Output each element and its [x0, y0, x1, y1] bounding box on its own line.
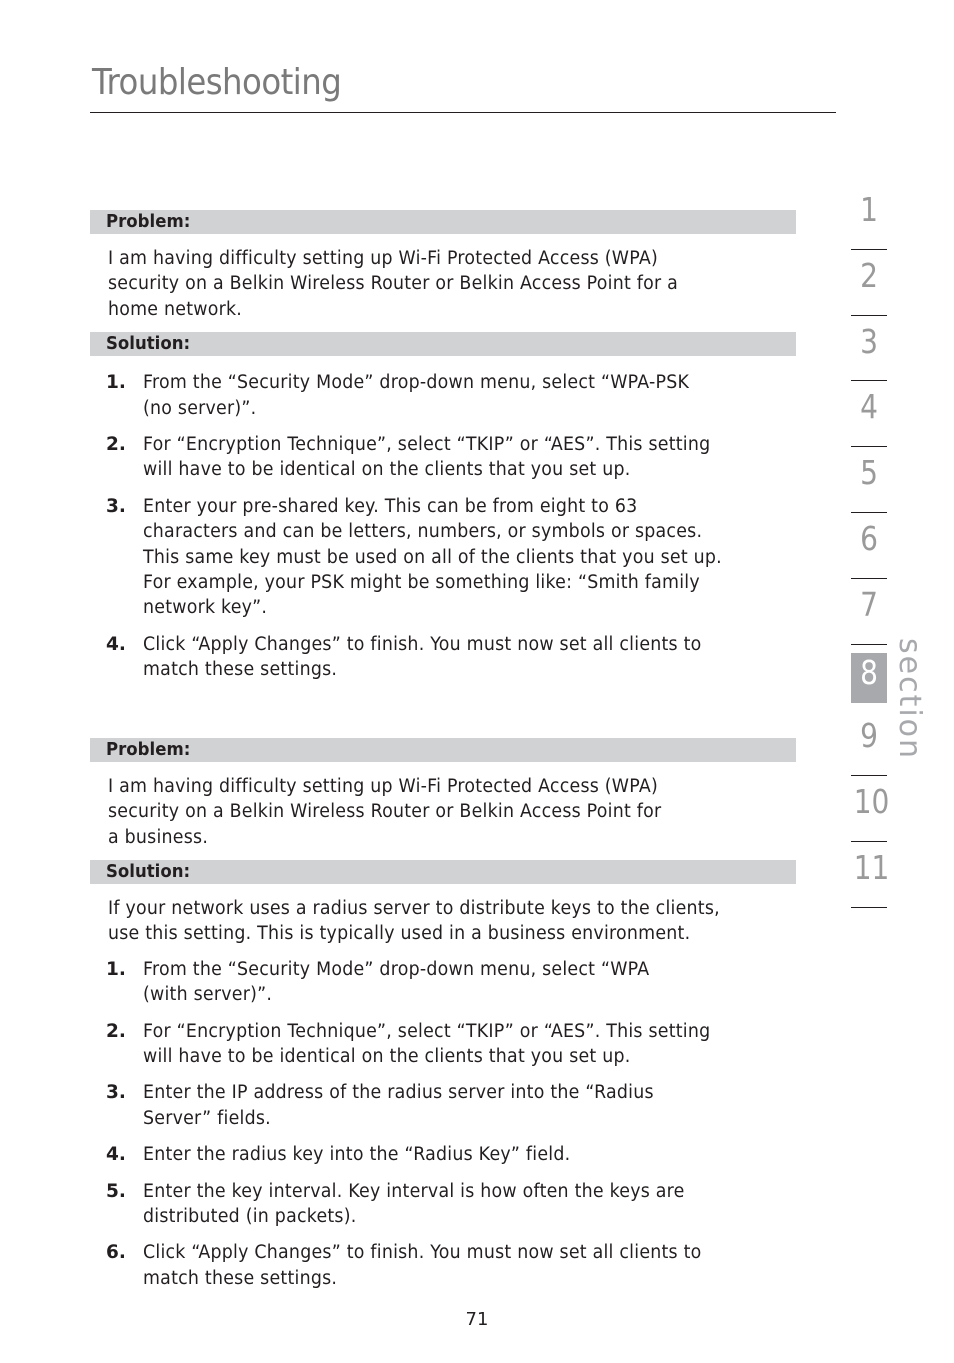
section-tab-label: 1 [860, 190, 878, 229]
section-tab-label: 10 [853, 782, 890, 822]
step-item [90, 1179, 796, 1230]
step-number: 5. [106, 1180, 126, 1202]
step-text: From the “Security Mode” drop-down menu, select “WPA (with server)”. [143, 958, 650, 1006]
step-item [90, 957, 796, 1008]
step-text: Enter the key interval. Key interval is how often the keys are distributed (in packets). [143, 1180, 685, 1227]
solution-steps-list [90, 370, 796, 682]
step-number: 3. [106, 495, 126, 517]
step-text: Enter your pre-shared key. This can be from eight to 63 characters and can be letters, numbers, or symbols or spaces. This same key must be used on all of the clients that you set up. For example, your PSK might be something like: “Smith family network key”. [143, 495, 722, 619]
step-number: 4. [106, 1144, 126, 1166]
step-text: Click “Apply Changes” to finish. You must now set all clients to match these settings. [143, 1242, 702, 1289]
page-title: Troubleshooting [92, 62, 342, 103]
section-tab-6[interactable] [851, 513, 887, 579]
solution-steps-list [90, 957, 796, 1291]
step-item [90, 494, 796, 621]
step-item [90, 1019, 796, 1070]
section-tab-label: 8 [860, 652, 878, 692]
step-item [90, 370, 796, 421]
section-tab-label: 2 [860, 255, 878, 295]
problem-text: I am having difficulty setting up Wi-Fi Protected Access (WPA) security on a Belkin Wireless Router or Belkin Access Point for a business. [108, 775, 662, 848]
step-text: From the “Security Mode” drop-down menu, select “WPA-PSK (no server)”. [143, 372, 690, 419]
section-tab-label: 6 [860, 518, 878, 558]
step-number: 2. [106, 1020, 126, 1042]
step-number: 6. [106, 1242, 126, 1264]
step-item [90, 1142, 796, 1167]
section-tab-label: 5 [860, 453, 878, 493]
solution-heading-bar [90, 860, 796, 884]
problem-heading-bar [90, 210, 796, 234]
section-nav [851, 184, 890, 908]
section-tab-5[interactable] [851, 447, 887, 513]
problem-heading-bar [90, 738, 796, 762]
problem-heading: Problem: [106, 211, 191, 232]
section-tab-10[interactable] [851, 776, 890, 842]
step-text: Enter the IP address of the radius server into the “Radius Server” fields. [143, 1082, 654, 1129]
section-tab-3[interactable] [851, 316, 887, 382]
section-tab-label: 4 [860, 387, 878, 427]
solution-intro: If your network uses a radius server to distribute keys to the clients, use this setting. This is typically used in a business environment. [108, 897, 720, 945]
step-text: Click “Apply Changes” to finish. You must now set all clients to match these settings. [143, 633, 702, 681]
step-item [90, 432, 796, 483]
step-number: 3. [106, 1082, 126, 1104]
section-tab-label: 9 [860, 716, 878, 756]
section-tab-11[interactable] [851, 842, 890, 908]
solution-heading: Solution: [106, 333, 191, 355]
section-tab-7[interactable] [851, 579, 887, 645]
problem-heading: Problem: [106, 738, 191, 760]
section-tab-2[interactable] [851, 250, 887, 316]
step-text: For “Encryption Technique”, select “TKIP” or “AES”. This setting will have to be identical on the clients that you set up. [143, 1020, 711, 1067]
section-label: section [892, 638, 927, 761]
problem-text: I am having difficulty setting up Wi-Fi Protected Access (WPA) security on a Belkin Wireless Router or Belkin Access Point for a home network. [108, 248, 679, 320]
step-item [90, 632, 796, 683]
step-number: 1. [106, 372, 126, 394]
title-divider [90, 112, 836, 113]
page-number: 71 [465, 1309, 489, 1330]
solution-heading: Solution: [106, 860, 191, 882]
step-number: 2. [106, 434, 126, 456]
step-text: For “Encryption Technique”, select “TKIP” or “AES”. This setting will have to be identical on the clients that you set up. [143, 434, 711, 481]
section-tab-8-active[interactable] [851, 645, 887, 711]
step-item [90, 1080, 796, 1131]
step-item [90, 1240, 796, 1291]
section-tab-label: 11 [853, 847, 890, 887]
section-tab-9[interactable] [851, 710, 887, 776]
section-tab-label: 3 [860, 321, 878, 361]
section-tab-label: 7 [860, 584, 878, 624]
section-tab-4[interactable] [851, 381, 887, 447]
step-number: 1. [106, 958, 126, 980]
section-tab-1[interactable] [851, 184, 887, 250]
main-content [90, 210, 796, 1302]
step-text: Enter the radius key into the “Radius Key” field. [143, 1144, 571, 1166]
step-number: 4. [106, 633, 126, 655]
solution-heading-bar [90, 332, 796, 356]
